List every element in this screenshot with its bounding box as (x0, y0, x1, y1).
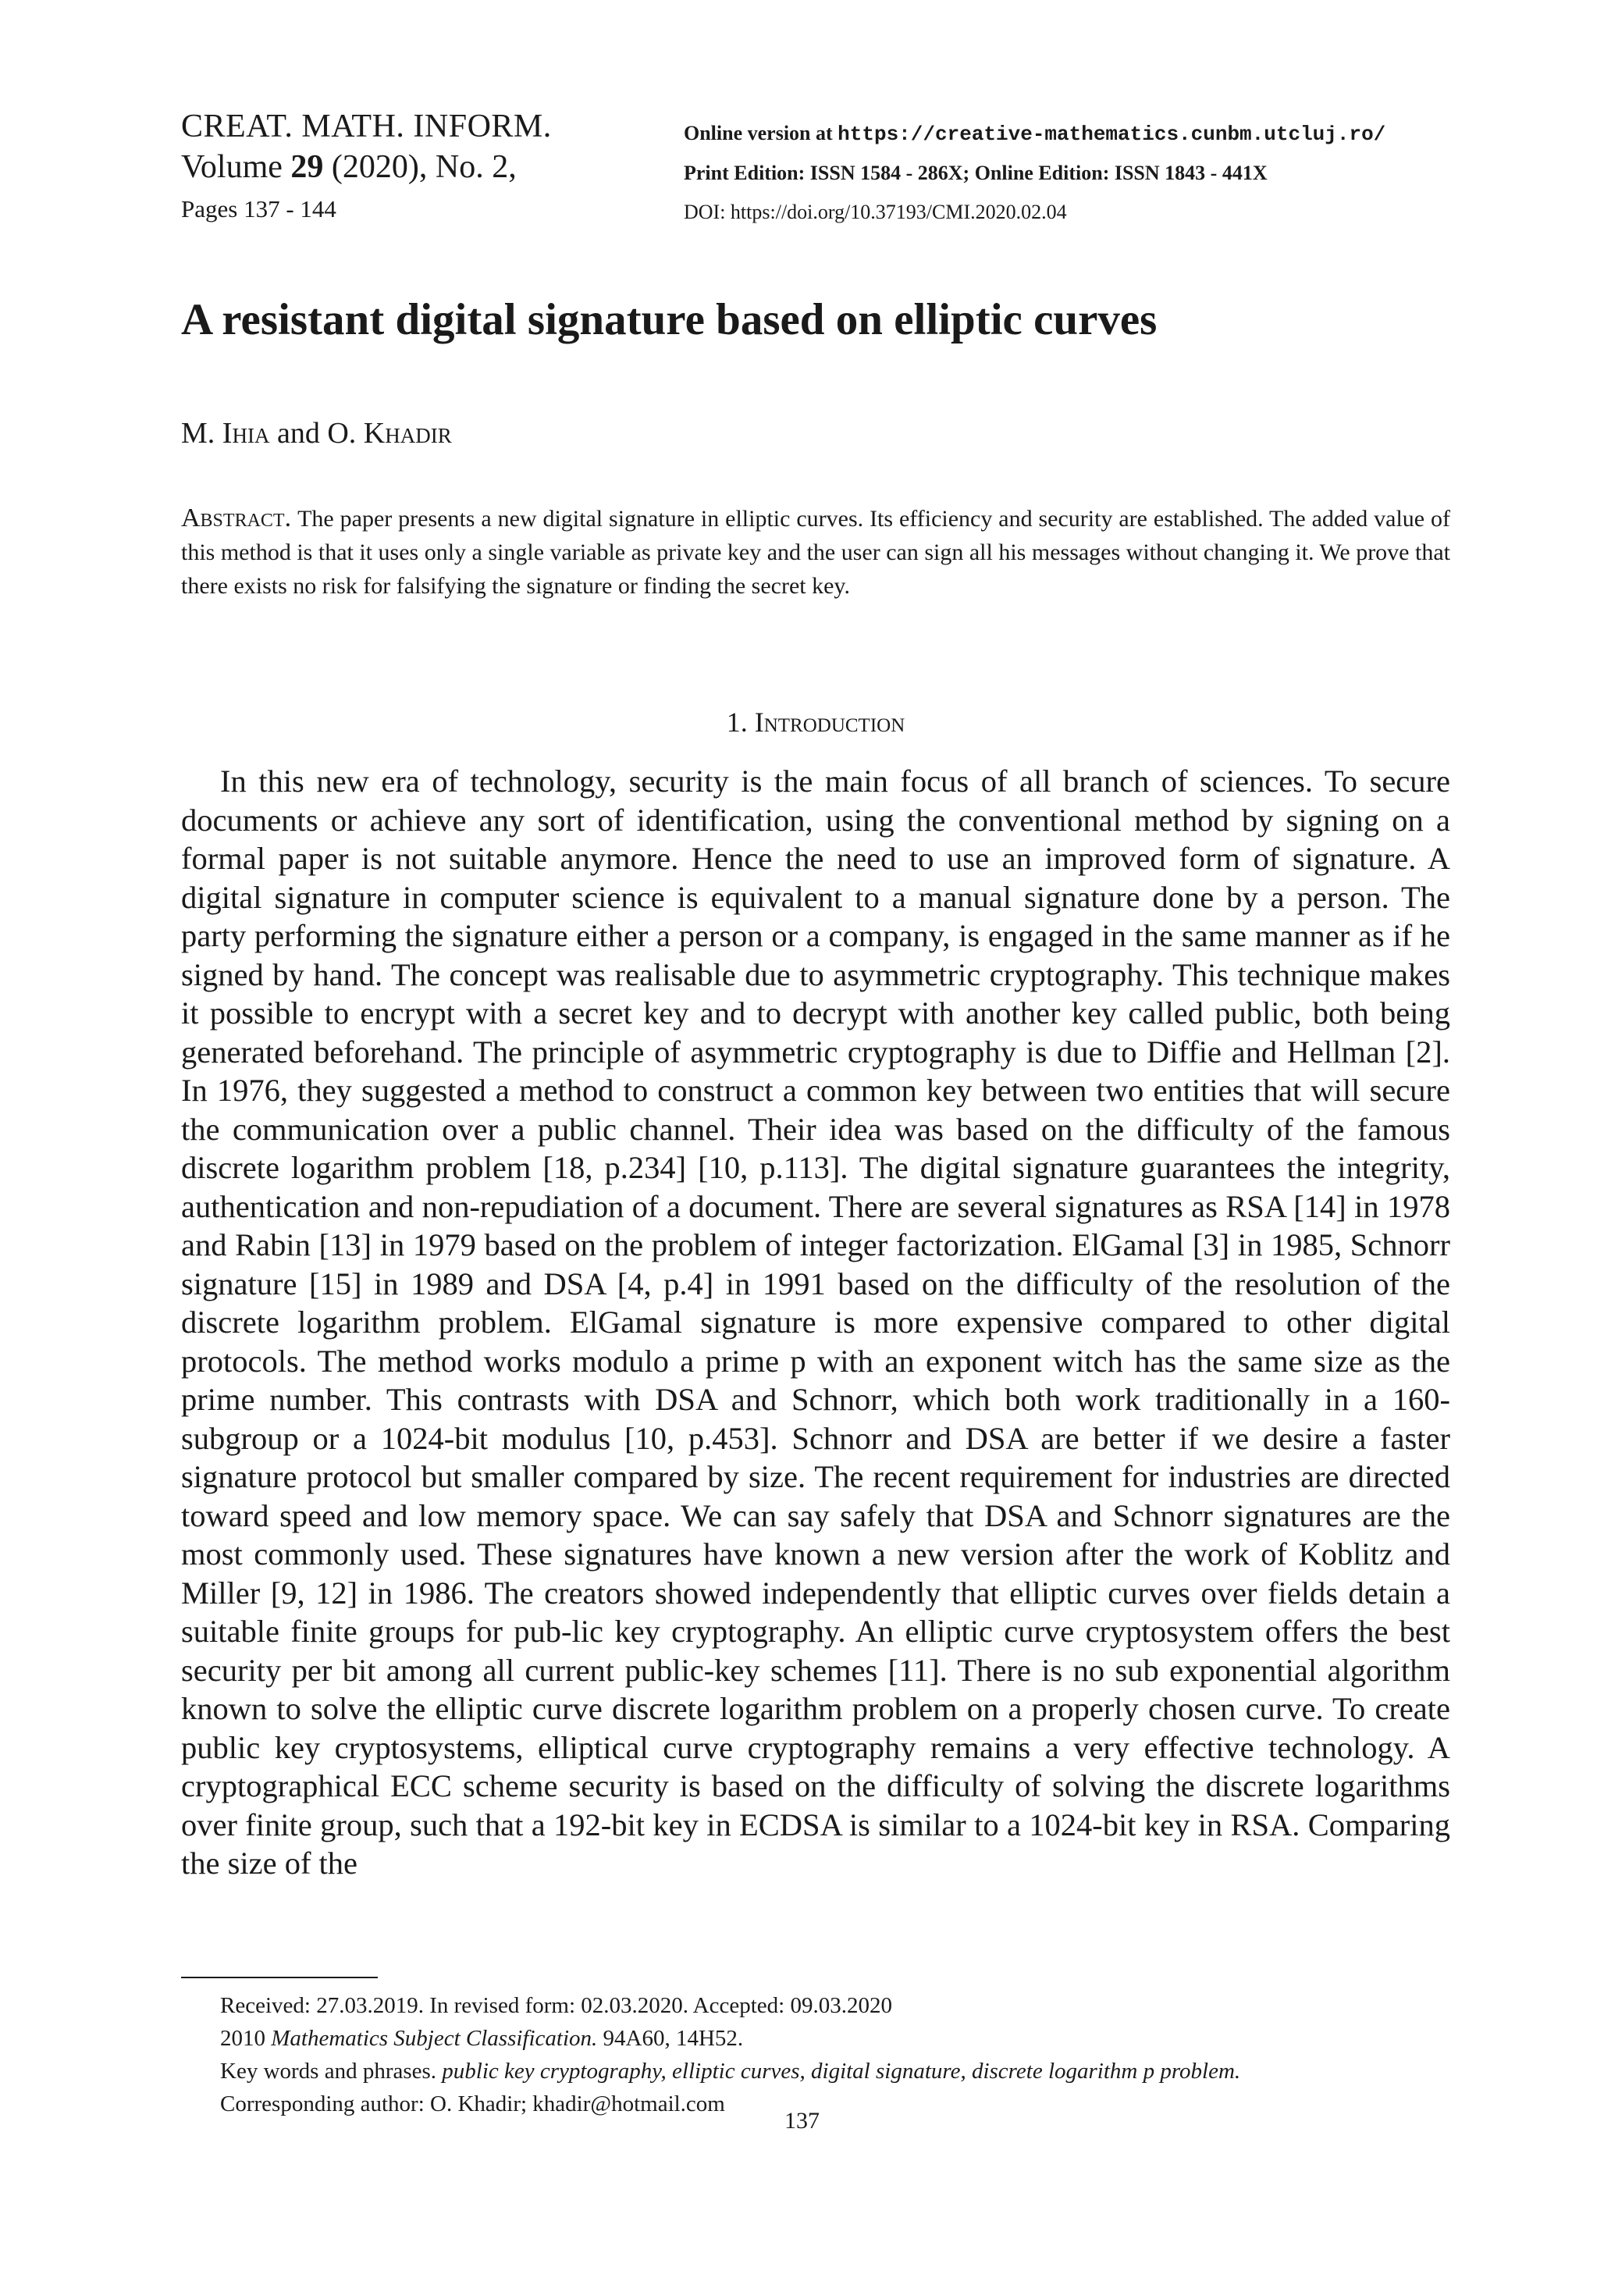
author-ihia: Ihia (222, 417, 270, 450)
online-version: Online version at https://creative-mathematics.cunbm.utcluj.ro/ (684, 122, 1386, 146)
footnote-corresponding-author: Corresponding author: O. Khadir; khadir@hotmail.com (220, 2091, 725, 2116)
journal-volume: Volume 29 (2020), No. 2, (181, 149, 517, 185)
abstract-label: Abstract. (181, 504, 292, 532)
journal-pages: Pages 137 - 144 (181, 195, 336, 222)
page-number: 137 (784, 2108, 820, 2134)
footnote-keywords: Key words and phrases. public key cryptography, elliptic curves, digital signature, discrete logarithm p problem. (220, 2059, 1241, 2084)
footnote-divider (181, 1977, 378, 1978)
section-heading-introduction: 1. Introduction (726, 707, 905, 738)
author-khadir: Khadir (363, 417, 452, 450)
journal-info (181, 106, 649, 228)
footnotes (220, 1989, 1469, 2120)
issn-line: Print Edition: ISSN 1584 - 286X; Online Edition: ISSN 1843 - 441X (684, 162, 1268, 184)
abstract (181, 501, 1450, 603)
edition-info (684, 114, 1511, 232)
footnote-msc: 2010 Mathematics Subject Classification. 94A60, 14H52. (220, 2026, 744, 2051)
journal-name: CREAT. MATH. INFORM. (181, 109, 552, 144)
paper-title: A resistant digital signature based on elliptic curves (181, 295, 1158, 344)
author-line: M. Ihia and O. Khadir (181, 417, 452, 450)
introduction-paragraph: In this new era of technology, security is the main focus of all branch of sciences. To secure documents or achieve any sort of identification, using the conventional method by signing on a formal paper is not suitable anymore. Hence the need to use an improved form of signature. A digital signature in computer science is equivalent to a manual signature done by a person. The party performing the signature either a person or a company, is engaged in the same manner as if he signed by hand. The concept was realisable due to asymmetric cryptography. This technique makes it possible to encrypt with a secret key and to decrypt with another key called public, both being generated beforehand. The principle of asymmetric cryptography is due to Diffie and Hellman [2]. In 1976, they suggested a method to construct a common key between two entities that will secure the communication over a public channel. Their idea was based on the difficulty of the famous discrete logarithm problem [18, p.234] [10, p.113]. The digital signature guarantees the integrity, authentication and non-repudiation of a document. There are several signatures as RSA [14] in 1978 and Rabin [13] in 1979 based on the problem of integer factorization. ElGamal [3] in 1985, Schnorr signature [15] in 1989 and DSA [4, p.4] in 1991 based on the difficulty of the resolution of the discrete logarithm problem. ElGamal signature is more expensive compared to other digital protocols. The method works modulo a prime p with an exponent witch has the same size as the prime number. This contrasts with DSA and Schnorr, which both work traditionally in a 160-subgroup or a 1024-bit modulus [10, p.453]. Schnorr and DSA are better if we desire a faster signature protocol but smaller compared by size. The recent requirement for industries are directed toward speed and low memory space. We can say safely that DSA and Schnorr signatures are the most commonly used. These signatures have known a new version after the work of Koblitz and Miller [9, 12] in 1986. The creators showed independently that elliptic curves over fields detain a suitable finite groups for pub-lic key cryptography. An elliptic curve cryptosystem offers the best security per bit among all current public-key schemes [11]. There is no sub exponential algorithm known to solve the elliptic curve discrete logarithm problem on a properly chosen curve. To create public key cryptosystems, elliptical curve cryptography remains a very effective technology. A cryptographical ECC scheme security is based on the difficulty of solving the discrete logarithms over finite group, such that a 192-bit key in ECDSA is similar to a 1024-bit key in RSA. Comparing the size of the (181, 764, 1450, 1881)
footnote-received: Received: 27.03.2019. In revised form: 02.03.2020. Accepted: 09.03.2020 (220, 1993, 892, 2018)
abstract-text: The paper presents a new digital signature in elliptic curves. Its efficiency and security are established. The added value of this method is that it uses only a single variable as private key and the user can sign all his messages without changing it. We prove that there exists no risk for falsifying the signature or finding the secret key. (181, 506, 1450, 599)
online-url-link[interactable]: https://creative-mathematics.cunbm.utcluj.ro/ (838, 123, 1386, 146)
doi-link[interactable]: DOI: https://doi.org/10.37193/CMI.2020.02.04 (684, 201, 1067, 223)
